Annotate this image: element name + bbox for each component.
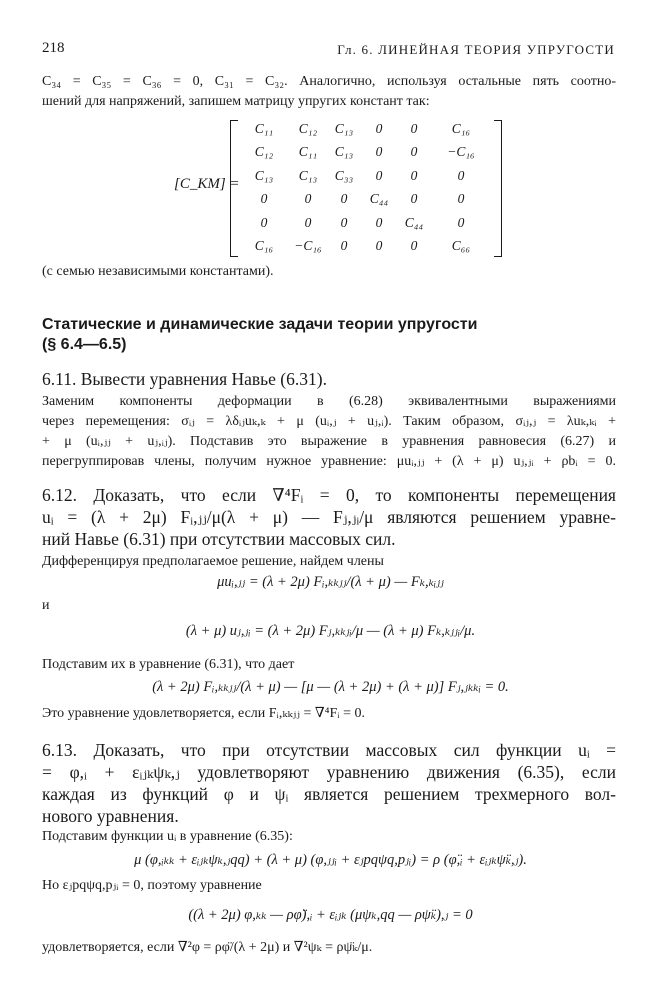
matrix-cell: 0 <box>375 167 383 183</box>
problem-6-12-text-1: Дифференцируя предполагаемое решение, найдем члены <box>42 554 384 569</box>
problem-6-13-line-3: каждая из функций φ и ψᵢ является решением трехмерного вол- <box>42 784 616 804</box>
matrix-cell: C₁₆ <box>254 238 274 254</box>
section-title-line-2: (§ 6.4—6.5) <box>42 336 127 353</box>
intro-line-2: шений для напряжений, запишем матрицу упругих констант так: <box>42 94 430 109</box>
problem-6-11-line-4: перегруппировав члены, получим нужное уравнение: μuᵢ,ⱼⱼ + (λ + μ) uⱼ,ⱼᵢ + ρbᵢ = 0. <box>42 454 616 469</box>
problem-6-13-line-1: 6.13. Доказать, что при отсутствии массовых сил функции uᵢ = <box>42 740 616 760</box>
matrix-cell: 0 <box>340 191 348 207</box>
problem-6-12-text-2: Подставим их в уравнение (6.31), что дает <box>42 657 295 672</box>
matrix-cell: C₄₄ <box>404 214 424 230</box>
problem-6-13-line-4: нового уравнения. <box>42 806 179 826</box>
matrix-row <box>238 141 490 165</box>
problem-6-12-text-3: Это уравнение удовлетворяется, если Fᵢ,ₖₖⱼⱼ = ∇⁴Fᵢ = 0. <box>42 706 365 721</box>
matrix-cell: 0 <box>260 214 268 230</box>
problem-6-13-line-2: = φ,ᵢ + εᵢⱼₖψₖ,ⱼ удовлетворяют уравнению движения (6.35), если <box>42 762 616 782</box>
matrix-row <box>238 117 490 141</box>
matrix-cell: 0 <box>410 191 418 207</box>
section-title-line-1: Статические и динамические задачи теории упругости <box>42 316 478 333</box>
matrix-cell: C₃₃ <box>334 167 354 183</box>
matrix-cell: 0 <box>457 167 465 183</box>
problem-6-12-equation-3: (λ + 2μ) Fᵢ,ₖₖⱼⱼ/(λ + μ) — [μ — (λ + 2μ) + (λ + μ)] Fⱼ,ⱼₖₖᵢ = 0. <box>152 679 509 695</box>
matrix-right-bracket <box>494 120 502 257</box>
matrix-cell: C₄₄ <box>369 191 389 207</box>
matrix-cell: 0 <box>410 120 418 136</box>
matrix-cell: −C₁₆ <box>447 144 475 160</box>
problem-6-12-and: и <box>42 598 50 613</box>
matrix-cell: 0 <box>375 238 383 254</box>
matrix-cell: 0 <box>457 191 465 207</box>
matrix-row <box>238 211 490 235</box>
matrix-cell: C₁₃ <box>334 144 354 160</box>
matrix-note: (с семью независимыми константами). <box>42 264 274 279</box>
matrix-cell: 0 <box>410 144 418 160</box>
page-number: 218 <box>42 40 65 56</box>
matrix-cell: C₆₆ <box>451 238 471 254</box>
matrix-cell: 0 <box>457 214 465 230</box>
problem-6-12-line-3: ний Навье (6.31) при отсутствии массовых сил. <box>42 529 396 549</box>
matrix-cell: 0 <box>410 238 418 254</box>
problem-6-12-equation-2: (λ + μ) uⱼ,ⱼᵢ = (λ + 2μ) Fⱼ,ₖₖⱼᵢ/μ — (λ + μ) Fₖ,ₖⱼⱼᵢ/μ. <box>185 623 476 639</box>
matrix-cell: 0 <box>340 214 348 230</box>
matrix-cell: 0 <box>260 191 268 207</box>
matrix-cell: 0 <box>304 214 312 230</box>
problem-6-12-line-1: 6.12. Доказать, что если ∇⁴Fᵢ = 0, то компоненты перемещения <box>42 485 616 505</box>
matrix-cell: −C₁₆ <box>294 238 322 254</box>
problem-6-12-line-2: uᵢ = (λ + 2μ) Fᵢ,ⱼⱼ/μ(λ + μ) — Fⱼ,ⱼᵢ/μ являются решением уравне- <box>42 507 616 527</box>
problem-6-12-equation-1: μuᵢ,ⱼⱼ = (λ + 2μ) Fᵢ,ₖₖⱼⱼ/(λ + μ) — Fₖ,ₖᵢⱼⱼ <box>217 574 444 590</box>
matrix-cell: 0 <box>375 214 383 230</box>
problem-6-11-title: 6.11. Вывести уравнения Навье (6.31). <box>42 369 327 389</box>
problem-6-13-text-1: Подставим функции uᵢ в уравнение (6.35): <box>42 829 293 844</box>
intro-line-1: C₃₄ = C₃₅ = C₃₆ = 0, C₃₁ = C₃₂. Аналогично, используя остальные пять соотно- <box>42 74 616 89</box>
matrix-cell: C₁₂ <box>254 144 274 160</box>
matrix-cell: 0 <box>340 238 348 254</box>
matrix-row <box>238 164 490 188</box>
matrix-left-bracket <box>230 120 238 257</box>
problem-6-11-line-1: Заменим компоненты деформации в (6.28) эквивалентными выражениями <box>42 394 616 409</box>
chapter-title: Гл. 6. ЛИНЕЙНАЯ ТЕОРИЯ УПРУГОСТИ <box>337 42 615 57</box>
matrix-row <box>238 188 490 212</box>
matrix-row <box>238 235 490 259</box>
stiffness-matrix <box>238 117 490 258</box>
matrix-cell: C₁₁ <box>254 120 274 136</box>
matrix-cell: C₁₃ <box>298 167 318 183</box>
matrix-cell: 0 <box>375 144 383 160</box>
matrix-cell: 0 <box>410 167 418 183</box>
matrix-cell: C₁₃ <box>254 167 274 183</box>
matrix-cell: C₁₁ <box>298 144 318 160</box>
matrix-cell: C₁₃ <box>334 120 354 136</box>
matrix-cell: 0 <box>304 191 312 207</box>
matrix-cell: C₁₆ <box>451 120 471 136</box>
problem-6-11-line-2: через перемещения: σᵢⱼ = λδᵢⱼuₖ,ₖ + μ (uᵢ,ⱼ + uⱼ,ᵢ). Таким образом, σᵢⱼ,ⱼ = λuₖ,ₖᵢ + <box>42 414 616 429</box>
problem-6-13-text-3: удовлетворяется, если ∇²φ = ρφ̈/(λ + 2μ) и ∇²ψₖ = ρψ̈ₖ/μ. <box>42 940 373 955</box>
problem-6-13-text-2: Но εⱼpqψq,pⱼᵢ = 0, поэтому уравнение <box>42 878 262 893</box>
problem-6-13-equation-2: ((λ + 2μ) φ,ₖₖ — ρφ̈),ᵢ + εᵢⱼₖ (μψₖ,qq — ρψ̈ₖ),ⱼ = 0 <box>188 907 473 923</box>
matrix-label: [C_KM] = <box>174 176 240 192</box>
problem-6-13-equation-1: μ (φ,ᵢₖₖ + εᵢⱼₖψₖ,ⱼqq) + (λ + μ) (φ,ⱼⱼᵢ + εⱼpqψq,pⱼᵢ) = ρ (φ̈,ᵢ + εᵢⱼₖψ̈ₖ,ⱼ). <box>134 852 527 868</box>
matrix-cell: C₁₂ <box>298 120 318 136</box>
problem-6-11-line-3: + μ (uᵢ,ⱼⱼ + uⱼ,ᵢⱼ). Подставив это выражение в уравнения равновесия (6.27) и <box>42 434 616 449</box>
matrix-cell: 0 <box>375 120 383 136</box>
